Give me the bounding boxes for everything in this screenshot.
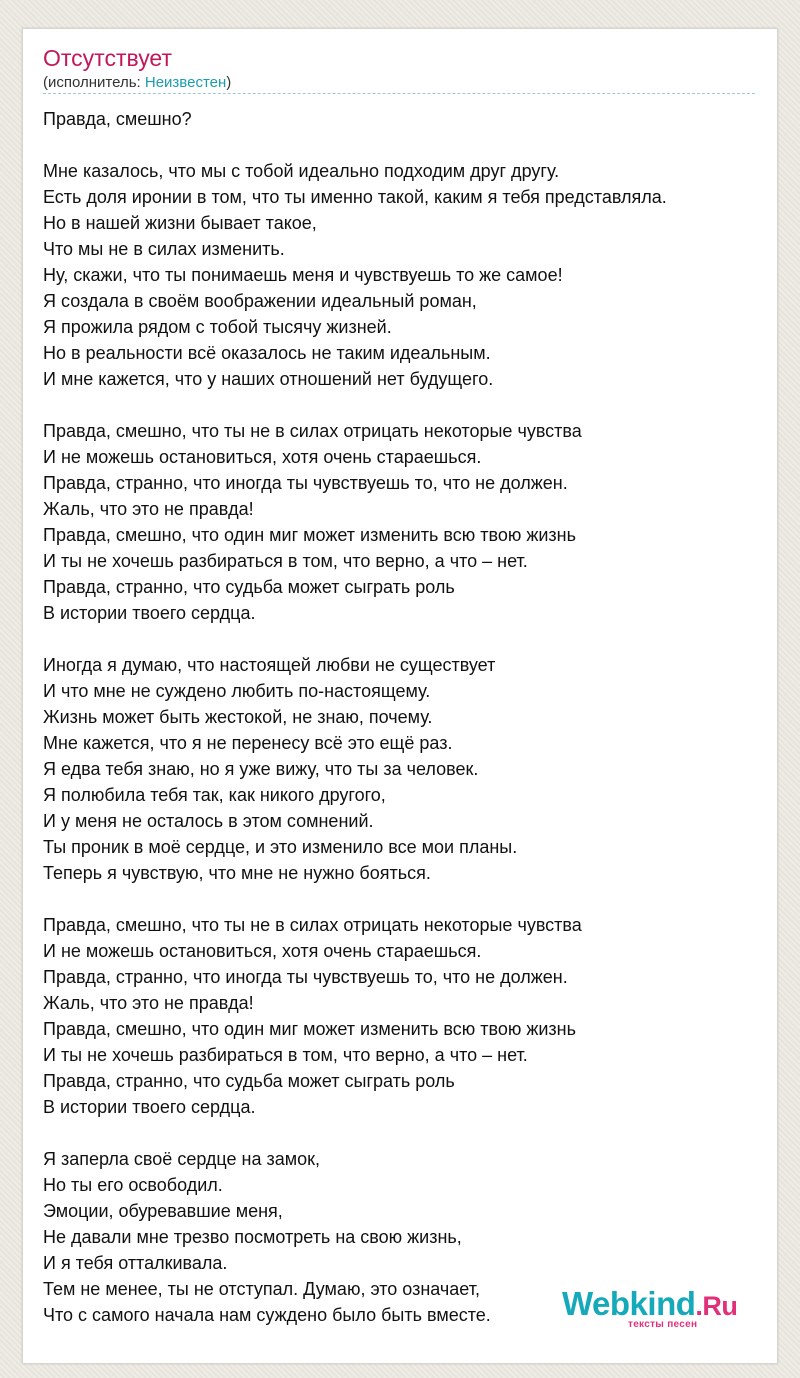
lyrics-line: Я едва тебя знаю, но я уже вижу, что ты за человек.	[43, 759, 479, 779]
logo-name: Webkind	[562, 1285, 696, 1322]
lyrics-line: Но в реальности всё оказалось не таким идеальным.	[43, 343, 491, 363]
artist-link[interactable]: Неизвестен	[144, 74, 227, 91]
lyrics-line: Не давали мне трезво посмотреть на свою жизнь,	[43, 1227, 462, 1247]
lyrics-line: Что мы не в силах изменить.	[43, 239, 285, 259]
lyrics-line: Ну, скажи, что ты понимаешь меня и чувствуешь то же самое!	[43, 265, 563, 285]
lyrics-line: Я создала в своём воображении идеальный роман,	[43, 291, 477, 311]
lyrics-line: Но в нашей жизни бывает такое,	[43, 213, 317, 233]
lyrics-line: Тем не менее, ты не отступал. Думаю, это означает,	[43, 1279, 480, 1299]
lyrics-stanza	[43, 652, 763, 886]
artist-prefix: (исполнитель:	[43, 74, 145, 91]
lyrics-text	[43, 106, 763, 1328]
webkind-logo[interactable]	[562, 1284, 762, 1330]
logo-tagline: тексты песен	[628, 1319, 698, 1330]
lyrics-line: Теперь я чувствую, что мне не нужно бояться.	[43, 863, 431, 883]
artist-line	[43, 74, 231, 92]
lyrics-stanza	[43, 158, 763, 392]
lyrics-line: В истории твоего сердца.	[43, 1097, 256, 1117]
artist-suffix: )	[226, 74, 232, 91]
lyrics-line: Есть доля иронии в том, что ты именно такой, каким я тебя представляла.	[43, 187, 667, 207]
lyrics-stanza	[43, 106, 763, 132]
lyrics-line: Иногда я думаю, что настоящей любви не существует	[43, 655, 496, 675]
lyrics-line: Жизнь может быть жестокой, не знаю, почему.	[43, 707, 433, 727]
lyrics-line: Правда, смешно, что ты не в силах отрицать некоторые чувства	[43, 421, 582, 441]
lyrics-line: Жаль, что это не правда!	[43, 993, 254, 1013]
lyrics-line: И ты не хочешь разбираться в том, что верно, а что – нет.	[43, 1045, 528, 1065]
lyrics-stanza	[43, 418, 763, 626]
lyrics-line: Я полюбила тебя так, как никого другого,	[43, 785, 386, 805]
lyrics-line: Я прожила рядом с тобой тысячу жизней.	[43, 317, 392, 337]
lyrics-line: И ты не хочешь разбираться в том, что верно, а что – нет.	[43, 551, 528, 571]
song-title: Отсутствует	[43, 45, 172, 71]
lyrics-line: И я тебя отталкивала.	[43, 1253, 228, 1273]
lyrics-line: Правда, странно, что иногда ты чувствуешь то, что не должен.	[43, 967, 568, 987]
lyrics-line: Я заперла своё сердце на замок,	[43, 1149, 321, 1169]
lyrics-line: Правда, странно, что судьба может сыграть роль	[43, 577, 455, 597]
lyrics-line: И у меня не осталось в этом сомнений.	[43, 811, 374, 831]
lyrics-line: Жаль, что это не правда!	[43, 499, 254, 519]
header-divider	[43, 93, 755, 94]
lyrics-line: И не можешь остановиться, хотя очень стараешься.	[43, 941, 482, 961]
lyrics-line: Правда, смешно, что ты не в силах отрицать некоторые чувства	[43, 915, 582, 935]
lyrics-line: Что с самого начала нам суждено было быть вместе.	[43, 1305, 491, 1325]
lyrics-line: И мне кажется, что у наших отношений нет будущего.	[43, 369, 494, 389]
lyrics-line: Мне кажется, что я не перенесу всё это ещё раз.	[43, 733, 453, 753]
lyrics-line: И что мне не суждено любить по-настоящему.	[43, 681, 431, 701]
lyrics-line: Мне казалось, что мы с тобой идеально подходим друг другу.	[43, 161, 560, 181]
lyrics-line: Ты проник в моё сердце, и это изменило все мои планы.	[43, 837, 518, 857]
lyrics-line: В истории твоего сердца.	[43, 603, 256, 623]
lyrics-stanza	[43, 912, 763, 1120]
lyrics-line: Но ты его освободил.	[43, 1175, 223, 1195]
lyrics-line: Эмоции, обуревавшие меня,	[43, 1201, 283, 1221]
lyrics-line: Правда, смешно, что один миг может изменить всю твою жизнь	[43, 1019, 576, 1039]
lyrics-line: Правда, странно, что иногда ты чувствуешь то, что не должен.	[43, 473, 568, 493]
lyrics-line: Правда, смешно, что один миг может изменить всю твою жизнь	[43, 525, 576, 545]
lyrics-card	[22, 28, 778, 1364]
logo-tld: .Ru	[695, 1291, 738, 1321]
lyrics-line: Правда, странно, что судьба может сыграть роль	[43, 1071, 455, 1091]
lyrics-line: И не можешь остановиться, хотя очень стараешься.	[43, 447, 482, 467]
lyrics-line: Правда, смешно?	[43, 109, 192, 129]
